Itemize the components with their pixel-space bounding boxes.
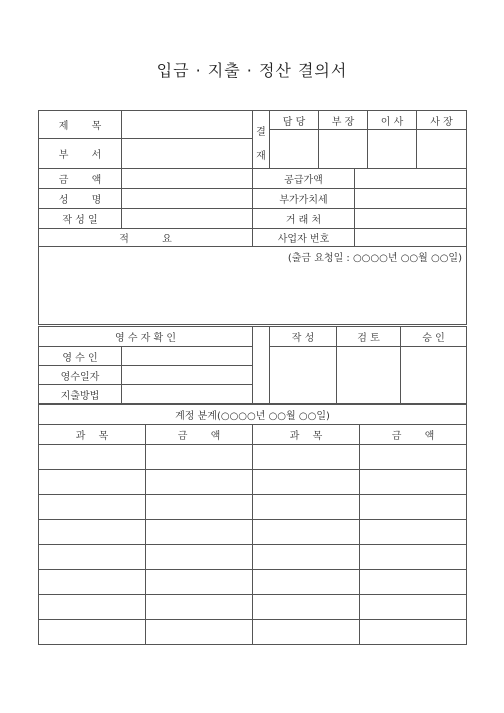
vat-label: 부가가치세 [253, 189, 355, 209]
account-cell[interactable] [360, 620, 467, 645]
account-cell[interactable] [146, 595, 253, 620]
approver-sign-1[interactable] [270, 130, 319, 169]
amount-value[interactable] [122, 169, 253, 189]
account-cell[interactable] [146, 520, 253, 545]
account-header-amount-2: 금 액 [360, 425, 467, 445]
account-cell[interactable] [360, 495, 467, 520]
account-cell[interactable] [360, 595, 467, 620]
account-row [39, 470, 467, 495]
subject-label: 제 목 [39, 111, 122, 139]
account-cell[interactable] [360, 545, 467, 570]
client-value[interactable] [355, 209, 467, 229]
amount-label: 금 액 [39, 169, 122, 189]
account-cell[interactable] [360, 470, 467, 495]
summary-area[interactable] [39, 247, 467, 325]
account-cell[interactable] [146, 470, 253, 495]
account-row [39, 545, 467, 570]
account-cell[interactable] [146, 570, 253, 595]
summary-label: 적 요 [39, 229, 253, 247]
account-cell[interactable] [253, 520, 360, 545]
account-cell[interactable] [146, 445, 253, 470]
account-cell[interactable] [39, 545, 146, 570]
account-cell[interactable] [253, 595, 360, 620]
account-table [38, 404, 467, 645]
account-cell[interactable] [146, 545, 253, 570]
account-cell[interactable] [39, 595, 146, 620]
account-cell[interactable] [253, 470, 360, 495]
approver-header-2: 부 장 [319, 111, 368, 130]
account-row [39, 445, 467, 470]
account-title: 계정 분계(○○○○년 ○○월 ○○일) [39, 405, 467, 425]
receipt-spacer [253, 327, 270, 404]
review-header-write: 작 성 [270, 327, 337, 347]
department-value[interactable] [122, 139, 253, 169]
approval-label-bottom: 재 [253, 139, 270, 169]
approver-sign-2[interactable] [319, 130, 368, 169]
business-number-value[interactable] [355, 229, 467, 247]
review-header-approve: 승 인 [401, 327, 467, 347]
payment-method-value[interactable] [122, 385, 253, 404]
business-number-label: 사업자 번호 [253, 229, 355, 247]
account-cell[interactable] [253, 570, 360, 595]
approver-header-4: 사 장 [417, 111, 467, 130]
account-cell[interactable] [253, 545, 360, 570]
department-label: 부 서 [39, 139, 122, 169]
receipt-table [38, 326, 467, 404]
created-date-value[interactable] [122, 209, 253, 229]
subject-value[interactable] [122, 111, 253, 139]
vat-value[interactable] [355, 189, 467, 209]
account-cell[interactable] [146, 620, 253, 645]
receipt-date-value[interactable] [122, 366, 253, 385]
account-cell[interactable] [253, 495, 360, 520]
client-label: 거 래 처 [253, 209, 355, 229]
account-row [39, 520, 467, 545]
account-cell[interactable] [39, 495, 146, 520]
payment-method-label: 지출방법 [39, 385, 122, 404]
account-row [39, 595, 467, 620]
approval-table [38, 110, 467, 169]
account-cell[interactable] [39, 520, 146, 545]
account-header-amount-1: 금 액 [146, 425, 253, 445]
account-cell[interactable] [39, 620, 146, 645]
receipt-header: 영 수 자 확 인 [39, 327, 253, 347]
account-cell[interactable] [39, 445, 146, 470]
account-cell[interactable] [146, 495, 253, 520]
created-date-label: 작 성 일 [39, 209, 122, 229]
account-row [39, 495, 467, 520]
review-sign-approve[interactable] [401, 347, 467, 404]
account-cell[interactable] [253, 445, 360, 470]
supply-value[interactable] [355, 169, 467, 189]
supply-value-label: 공급가액 [253, 169, 355, 189]
recipient-value[interactable] [122, 347, 253, 366]
approval-label-top: 결 [253, 111, 270, 139]
withdrawal-request-date: (출금 요청일 : ○○○○년 ○○월 ○○일) [287, 253, 462, 264]
approver-header-3: 이 사 [368, 111, 417, 130]
info-table [38, 168, 467, 325]
recipient-label: 영 수 인 [39, 347, 122, 366]
document-title: 입금 · 지출 · 정산 결의서 [156, 61, 348, 80]
review-sign-check[interactable] [337, 347, 401, 404]
account-cell[interactable] [360, 445, 467, 470]
name-value[interactable] [122, 189, 253, 209]
account-row [39, 620, 467, 645]
name-label: 성 명 [39, 189, 122, 209]
account-header-subject-2: 과 목 [253, 425, 360, 445]
approver-header-1: 담 당 [270, 111, 319, 130]
receipt-date-label: 영수일자 [39, 366, 122, 385]
review-header-check: 검 토 [337, 327, 401, 347]
account-row [39, 570, 467, 595]
account-cell[interactable] [360, 570, 467, 595]
account-cell[interactable] [39, 470, 146, 495]
account-cell[interactable] [360, 520, 467, 545]
account-cell[interactable] [39, 570, 146, 595]
approver-sign-4[interactable] [417, 130, 467, 169]
account-cell[interactable] [253, 620, 360, 645]
approver-sign-3[interactable] [368, 130, 417, 169]
review-sign-write[interactable] [270, 347, 337, 404]
account-header-subject-1: 과 목 [39, 425, 146, 445]
